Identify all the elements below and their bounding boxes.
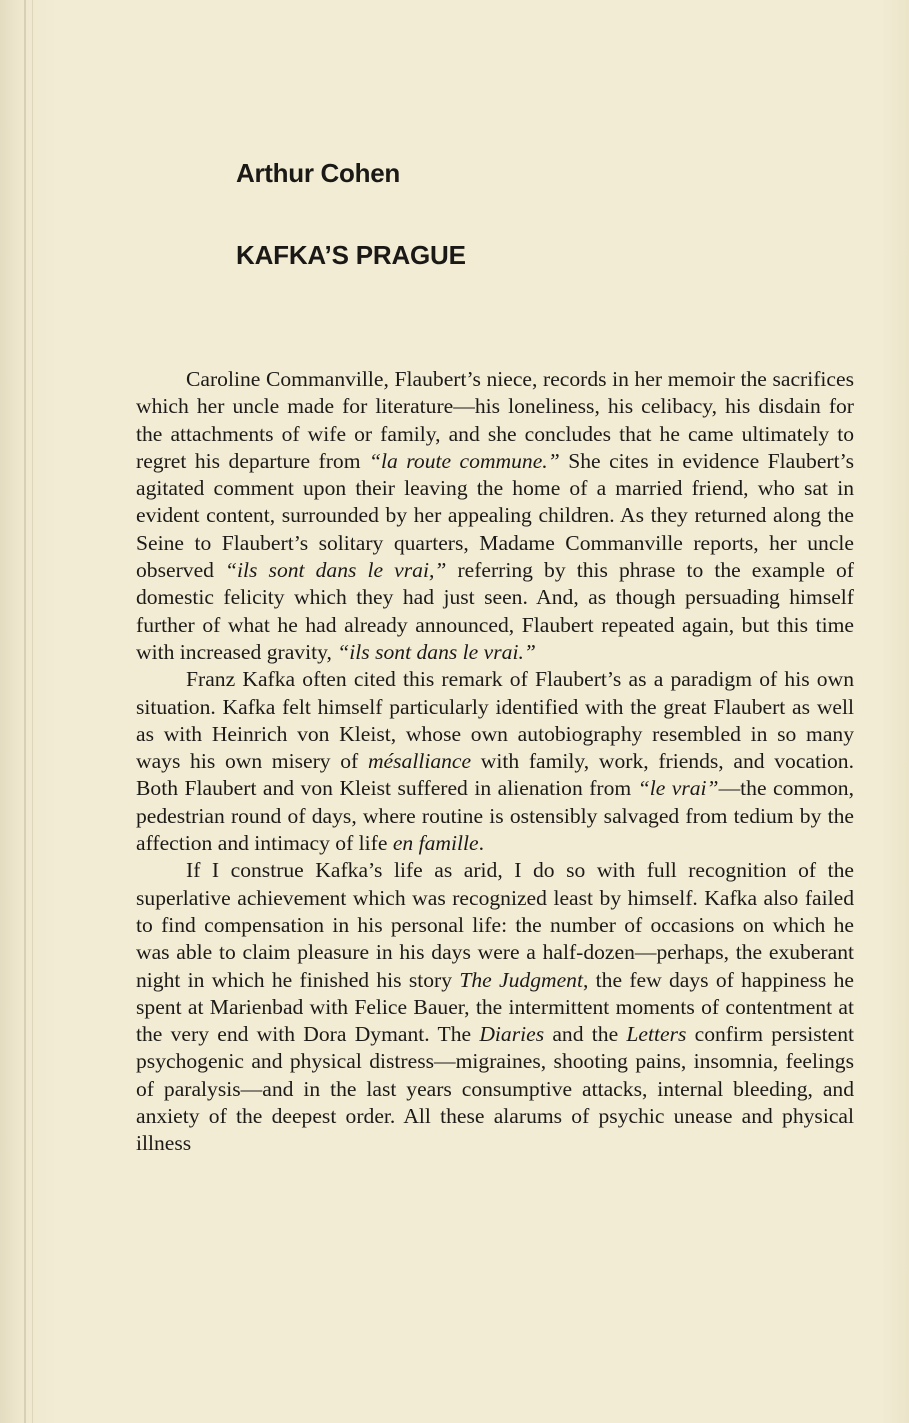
italic-run: “ils sont dans le vrai,” (225, 558, 447, 583)
paragraph-3 (136, 857, 854, 1157)
italic-run: mésalliance (367, 749, 472, 774)
paragraph-1 (136, 366, 854, 666)
text-run: , the few days of happiness he spent at Marienbad with Felice Bauer, the intermittent moments of contentment at the very end with Dora Dymant. The (136, 967, 854, 1047)
text-run: . (478, 831, 484, 856)
paragraph-2 (136, 666, 854, 857)
essay-body (136, 366, 854, 1158)
italic-run: Letters (626, 1022, 687, 1047)
text-run: —the common, pedestrian round of days, where routine is ostensibly salvaged from tedium by the affection and intimacy of life (136, 776, 854, 856)
text-run: referring by this phrase to the example of domestic felicity which they had just seen. And, as though persuading himself further of what he had already announced, Flaubert repeated again, but this time with increased gravity, (136, 558, 855, 664)
binding-gutter-inner (32, 0, 33, 1423)
binding-gutter (24, 0, 26, 1423)
italic-run: The Judgment (459, 967, 583, 992)
text-run: with family, work, friends, and vocation. Both Flaubert and von Kleist suffered in alienation from (136, 749, 854, 801)
text-run: Franz Kafka often cited this remark of Flaubert’s as a paradigm of his own situation. Kafka felt himself particularly identified with the great Flaubert as well as with Heinrich von Kleist, whose own autobiography resembled in so many ways his own misery of (136, 667, 854, 774)
text-run: If I construe Kafka’s life as arid, I do so with full recognition of the superlative achievement which was recognized least by himself. Kafka also failed to find compensation in his personal life: the number of occasions on which he was able to claim pleasure in his days were a half-dozen—perhaps, the exuberant night in which he finished his story (136, 858, 854, 992)
italic-run: “le vrai” (637, 776, 719, 801)
text-run: and the (544, 1022, 627, 1047)
italic-run: Diaries (479, 1022, 545, 1047)
italic-run: “ils sont dans le vrai.” (337, 639, 536, 664)
text-run: confirm persistent psychogenic and physical distress—migraines, shooting pains, insomnia, feelings of paralysis—and in the last years consumptive attacks, internal bleeding, and anxiety of the deepest order. All these alarums of psychic unease and physical illness (136, 1022, 854, 1156)
italic-run: “la route commune.” (369, 448, 560, 473)
text-run: Caroline Commanville, Flaubert’s niece, records in her memoir the sacrifices which her uncle made for literature—his loneliness, his celibacy, his disdain for the attachments of wife or family, and she concludes that he came ultimately to regret his departure from (136, 367, 854, 473)
italic-run: en famille (392, 831, 479, 856)
author-name: Arthur Cohen (236, 158, 400, 188)
essay-title: KAFKA’S PRAGUE (236, 240, 466, 270)
text-run: She cites in evidence Flaubert’s agitated comment upon their leaving the home of a married friend, who sat in evident content, surrounded by her appealing children. As they returned along the Seine to Flaubert’s solitary quarters, Madame Commanville reports, her uncle observed (136, 448, 855, 583)
